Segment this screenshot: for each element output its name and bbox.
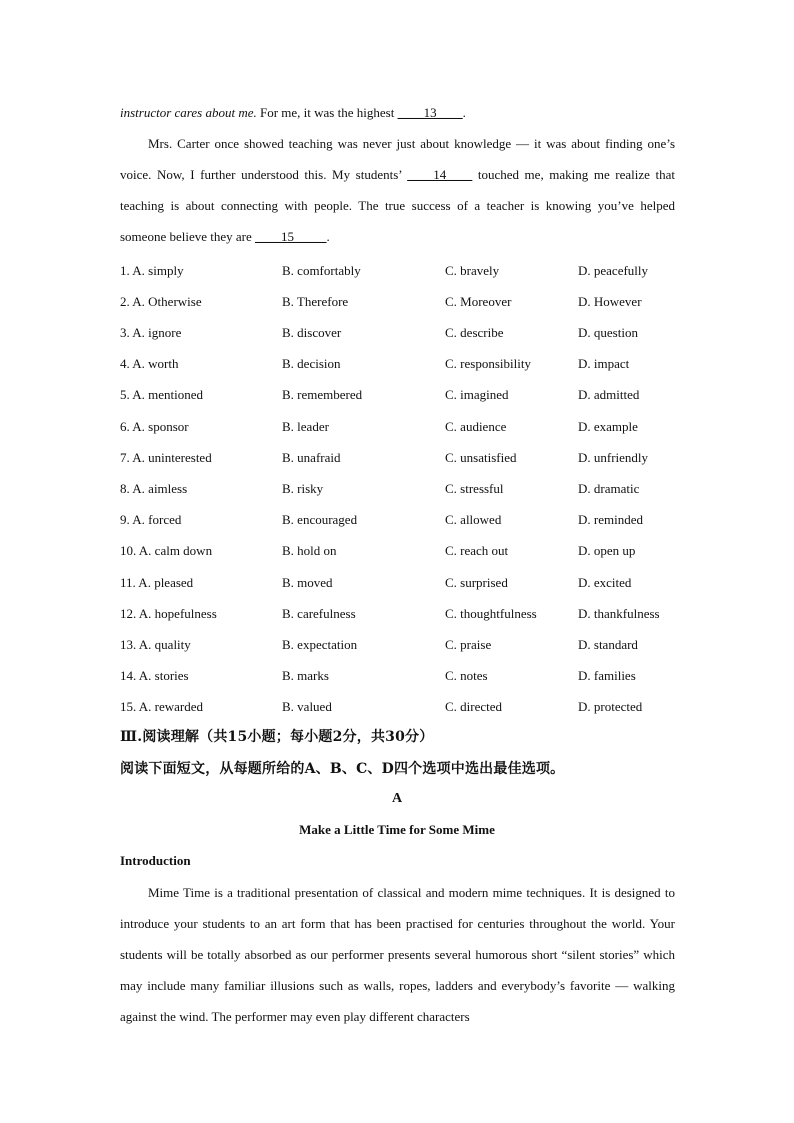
option-c: C. audience	[445, 419, 507, 434]
option-row	[120, 479, 680, 510]
option-row	[120, 448, 680, 479]
option-row	[120, 697, 680, 728]
passage-text-end: .	[462, 105, 466, 120]
option-c: C. thoughtfulness	[445, 606, 537, 621]
option-row	[120, 573, 680, 604]
option-c: C. responsibility	[445, 356, 531, 371]
option-a: 15. A. rewarded	[120, 699, 204, 714]
option-b: B. carefulness	[282, 606, 356, 621]
option-b: B. remembered	[282, 387, 363, 402]
option-c: C. reach out	[445, 543, 509, 558]
option-b: B. expectation	[282, 637, 358, 652]
option-a: 1. A. simply	[120, 263, 184, 278]
section-instruction: 阅读下面短文，从每题所给的A、B、C、D四个选项中选出最佳选项。	[120, 761, 565, 777]
option-d: D. example	[578, 419, 638, 434]
option-a: 11. A. pleased	[120, 575, 194, 590]
option-b: B. moved	[282, 575, 333, 590]
option-a: 9. A. forced	[120, 512, 182, 527]
option-row	[120, 261, 680, 292]
option-d: D. families	[578, 668, 636, 683]
option-b: B. decision	[282, 356, 341, 371]
option-b: B. leader	[282, 419, 329, 434]
option-c: C. Moreover	[445, 294, 512, 309]
option-b: B. risky	[282, 481, 324, 496]
option-a: 10. A. calm down	[120, 543, 213, 558]
option-row	[120, 385, 680, 416]
blank-13: ____13____	[397, 105, 463, 120]
option-b: B. discover	[282, 325, 342, 340]
article-letter: A	[391, 791, 403, 806]
option-c: C. allowed	[445, 512, 502, 527]
option-row	[120, 354, 680, 385]
option-d: D. dramatic	[578, 481, 640, 496]
option-b: B. unafraid	[282, 450, 341, 465]
article-title: Make a Little Time for Some Mime	[299, 822, 495, 837]
option-c: C. surprised	[445, 575, 508, 590]
article-body: Mime Time is a traditional presentation of classical and modern mime techniques. It is designed to introduce your students to an art form that has been practised for centuries throughout the world. Your students will be totally absorbed as our performer presents several humorous short “silent stories” which may include many familiar illusions such as walls, ropes, ladders and everybody’s favorite — walking against the wind. The performer may even play different characters	[120, 885, 675, 1024]
option-c: C. stressful	[445, 481, 504, 496]
option-d: D. reminded	[578, 512, 643, 527]
option-d: D. peacefully	[578, 263, 649, 278]
option-d: D. question	[578, 325, 638, 340]
option-a: 5. A. mentioned	[120, 387, 204, 402]
option-d: D. thankfulness	[578, 606, 660, 621]
option-row	[120, 666, 680, 697]
option-c: C. describe	[445, 325, 504, 340]
option-d: D. excited	[578, 575, 632, 590]
passage-text: For me, it was the highest	[256, 105, 398, 120]
blank-15: ____15_____	[255, 229, 327, 244]
option-d: D. open up	[578, 543, 636, 558]
option-d: D. unfriendly	[578, 450, 649, 465]
option-row	[120, 510, 680, 541]
option-a: 3. A. ignore	[120, 325, 182, 340]
option-a: 8. A. aimless	[120, 481, 188, 496]
option-b: B. comfortably	[282, 263, 361, 278]
option-row	[120, 323, 680, 354]
option-b: B. Therefore	[282, 294, 349, 309]
option-b: B. encouraged	[282, 512, 358, 527]
option-c: C. directed	[445, 699, 503, 714]
option-d: D. However	[578, 294, 642, 309]
option-row	[120, 417, 680, 448]
option-row	[120, 604, 680, 635]
option-c: C. praise	[445, 637, 492, 652]
option-c: C. imagined	[445, 387, 509, 402]
passage-paragraph-2	[120, 128, 675, 252]
option-d: D. impact	[578, 356, 630, 371]
option-a: 14. A. stories	[120, 668, 189, 683]
paragraph-2-text-a: Mrs. Carter once showed teaching was never just about knowledge — it was about finding one’s voice. Now, I further understood this. My students’	[120, 136, 675, 182]
option-a: 13. A. quality	[120, 637, 191, 652]
option-b: B. marks	[282, 668, 329, 683]
option-c: C. bravely	[445, 263, 500, 278]
option-a: 4. A. worth	[120, 356, 179, 371]
option-row	[120, 635, 680, 666]
option-d: D. standard	[578, 637, 638, 652]
intro-heading: Introduction	[120, 853, 191, 868]
passage-italic-text: instructor cares about me.	[120, 105, 257, 120]
paragraph-2-text-b: touched me, making me realize that teaching is about connecting with people. The true success of a teacher is knowing you’ve helped someone believe they are	[120, 167, 675, 244]
blank-14: ____14____	[407, 167, 473, 182]
option-d: D. admitted	[578, 387, 640, 402]
option-d: D. protected	[578, 699, 643, 714]
option-row	[120, 292, 680, 323]
option-a: 7. A. uninterested	[120, 450, 212, 465]
option-c: C. notes	[445, 668, 488, 683]
option-b: B. valued	[282, 699, 332, 714]
option-a: 12. A. hopefulness	[120, 606, 217, 621]
passage-line-1	[120, 97, 675, 128]
section-heading: Ⅲ.阅读理解（共15小题；每小题2分，共30分）	[120, 729, 434, 745]
option-row	[120, 541, 680, 572]
option-c: C. unsatisfied	[445, 450, 517, 465]
option-a: 6. A. sponsor	[120, 419, 189, 434]
paragraph-2-text-c: .	[326, 229, 330, 244]
option-b: B. hold on	[282, 543, 337, 558]
option-a: 2. A. Otherwise	[120, 294, 202, 309]
